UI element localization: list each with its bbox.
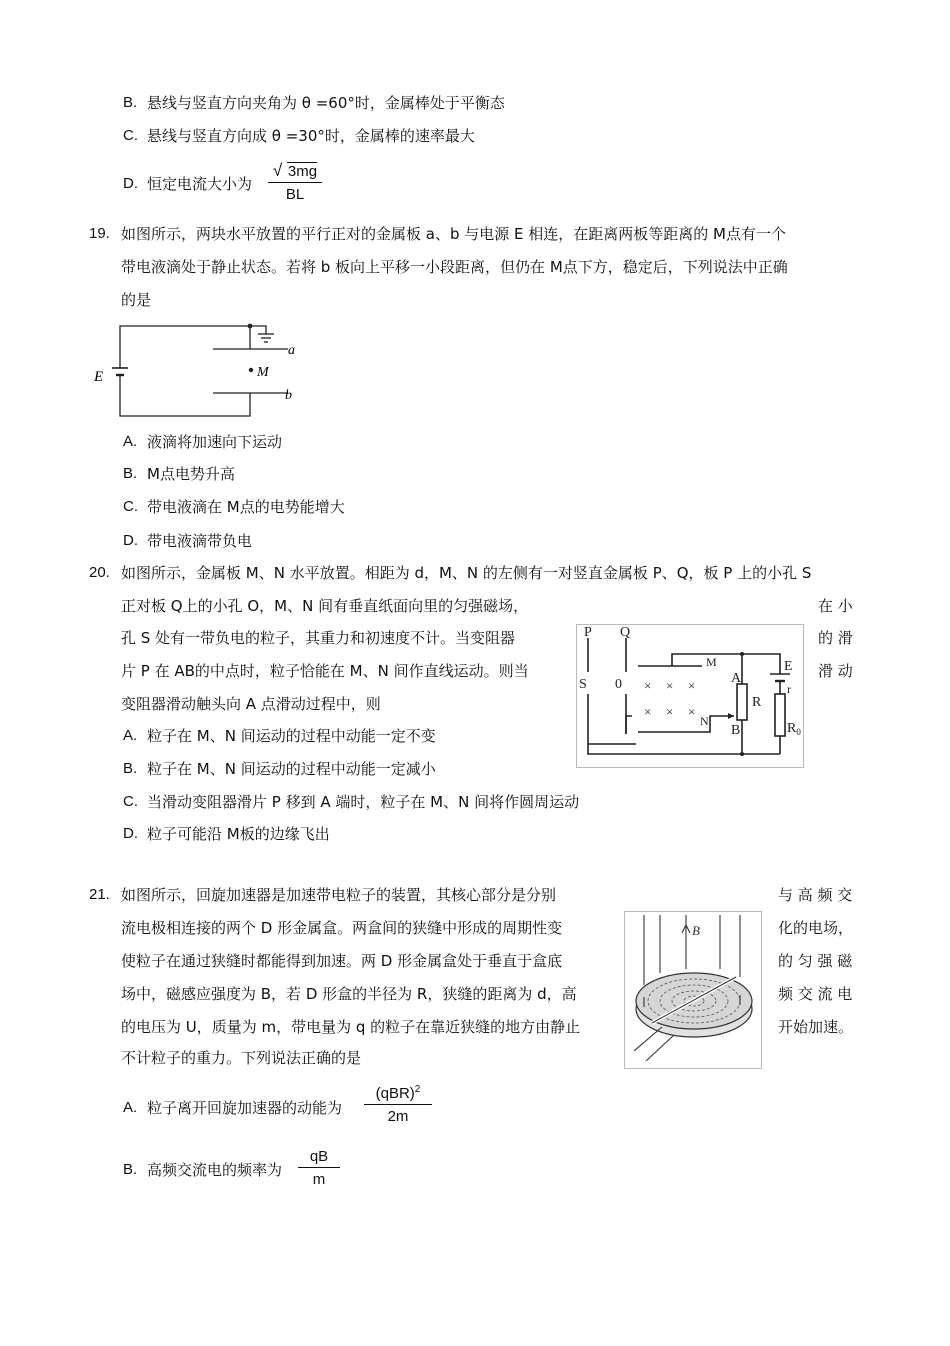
q19-label-e: E (94, 369, 104, 385)
q20-stem-line4: 片 P 在 AB的中点时，粒子恰能在 M、N 间作直线运动。则当 (121, 662, 529, 680)
q21-formula-a-numerator: (qBR) (375, 1085, 415, 1102)
q19-option-b-text: M点电势升高 (147, 465, 235, 483)
q20-label-b: B (731, 723, 741, 738)
q18-formula-numerator: 3mg (287, 163, 318, 180)
q20-label-internal-r: r (787, 682, 791, 696)
q21-option-b-label: B. (123, 1161, 138, 1178)
q18-option-b-label: B. (123, 94, 138, 111)
q20-label-e: E (784, 659, 793, 674)
q21-stem-line3: 使粒子在通过狭缝时都能得到加速。两 D 形金属盒处于垂直于盒底 (121, 952, 563, 970)
q19-option-a-text: 液滴将加速向下运动 (147, 433, 283, 451)
q20-label-r: R (752, 695, 762, 710)
q20-label-r0: $R_0$ (787, 721, 801, 737)
q20-field-cross: × (688, 704, 696, 719)
q20-stem-line3-right: 的 滑 (818, 629, 853, 647)
q21-stem-line1-right: 与 高 频 交 (778, 886, 853, 904)
q20-stem-line5: 变阻器滑动触头向 A 点滑动过程中，则 (121, 695, 381, 713)
q19-label-b: b (285, 388, 292, 403)
q19-option-c-text: 带电液滴在 M点的电势能增大 (147, 498, 345, 516)
q21-stem-line3-right: 的 匀 强 磁 (778, 952, 853, 970)
q21-stem-line2: 流电极相连接的两个 D 形金属盒。两盒间的狭缝中形成的周期性变 (121, 919, 563, 937)
q18-option-d-label: D. (123, 175, 138, 192)
q21-cyclotron-diagram (624, 911, 762, 1069)
q19-option-a-label: A. (123, 433, 138, 450)
q20-option-d-label: D. (123, 825, 138, 842)
q20-field-cross: × (644, 678, 652, 693)
q20-label-m: M (706, 655, 717, 669)
q19-stem-line3: 的是 (121, 291, 152, 309)
q21-number: 21. (89, 886, 110, 903)
q20-number: 20. (89, 564, 110, 581)
q20-field-cross: × (666, 704, 674, 719)
q20-circuit-diagram (576, 624, 804, 768)
q21-formula-b-numerator: qB (298, 1148, 340, 1168)
q20-option-c-text: 当滑动变阻器滑片 P 移到 A 端时，粒子在 M、N 间将作圆周运动 (147, 793, 580, 811)
q19-stem-line2: 带电液滴处于静止状态。若将 b 板向上平移一小段距离，但仍在 M点下方，稳定后，下列说法中正确 (121, 258, 788, 276)
q18-option-d-formula (268, 163, 322, 203)
q20-label-p: P (584, 625, 592, 640)
q20-option-c-label: C. (123, 793, 138, 810)
q20-stem-line2: 正对板 Q上的小孔 O，M、N 间有垂直纸面向里的匀强磁场， (121, 597, 529, 615)
q19-option-d-label: D. (123, 532, 138, 549)
q21-label-b: B (692, 923, 700, 938)
q20-option-a-label: A. (123, 727, 138, 744)
q18-option-c-label: C. (123, 127, 138, 144)
q20-label-n: N (700, 714, 709, 728)
q19-number: 19. (89, 225, 110, 242)
q20-label-s: S (579, 677, 587, 692)
q20-option-b-label: B. (123, 760, 138, 777)
q21-formula-a-denominator: 2m (387, 1108, 409, 1125)
q20-field-cross: × (688, 678, 696, 693)
q20-label-q: Q (620, 625, 631, 640)
q20-field-cross: × (666, 678, 674, 693)
q20-stem-line2-right: 在 小 (818, 597, 853, 615)
q20-option-d-text: 粒子可能沿 M板的边缘飞出 (147, 825, 330, 843)
q21-stem-line4: 场中，磁感应强度为 B，若 D 形盒的半径为 R，狭缝的距离为 d，高 (121, 985, 577, 1003)
q18-option-d-text: 恒定电流大小为 (147, 175, 253, 193)
q21-option-a-text: 粒子离开回旋加速器的动能为 (147, 1099, 343, 1117)
q21-option-b-formula (298, 1148, 340, 1188)
q20-field-cross: × (644, 704, 652, 719)
q20-option-a-text: 粒子在 M、N 间运动的过程中动能一定不变 (147, 727, 436, 745)
q18-formula-denominator: BL (285, 186, 305, 203)
q19-capacitor-diagram (88, 318, 308, 423)
q20-label-a: A (731, 671, 742, 686)
q20-stem-line4-right: 滑 动 (818, 662, 853, 680)
q18-option-b-text: 悬线与竖直方向夹角为 θ =60°时，金属棒处于平衡态 (147, 94, 505, 112)
q19-option-d-text: 带电液滴带负电 (147, 532, 253, 550)
q21-option-b-text: 高频交流电的频率为 (147, 1161, 283, 1179)
q19-label-a: a (288, 343, 295, 358)
q20-stem-line3: 孔 S 处有一带负电的粒子，其重力和初速度不计。当变阻器 (121, 629, 516, 647)
q21-stem-line1: 如图所示，回旋加速器是加速带电粒子的装置，其核心部分是分别 (121, 886, 557, 904)
q21-stem-line2-right: 化的电场， (778, 919, 854, 937)
q21-formula-b-denominator: m (312, 1171, 326, 1188)
q20-option-b-text: 粒子在 M、N 间运动的过程中动能一定减小 (147, 760, 436, 778)
q21-stem-line5-right: 开始加速。 (778, 1018, 854, 1036)
q21-option-a-formula (364, 1084, 432, 1125)
q21-stem-line5: 的电压为 U，质量为 m，带电量为 q 的粒子在靠近狭缝的地方由静止 (121, 1018, 581, 1036)
q21-formula-a-exponent: 2 (414, 1084, 421, 1095)
q20-label-o: 0 (615, 677, 622, 692)
q19-option-b-label: B. (123, 465, 138, 482)
q19-label-m: M (257, 365, 269, 380)
q19-option-c-label: C. (123, 498, 138, 515)
q21-stem-line4-right: 频 交 流 电 (778, 985, 853, 1003)
q19-stem-line1: 如图所示，两块水平放置的平行正对的金属板 a、b 与电源 E 相连，在距离两板等距离的 M点有一个 (121, 225, 786, 243)
q18-option-c-text: 悬线与竖直方向成 θ =30°时，金属棒的速率最大 (147, 127, 475, 145)
q20-stem-line1: 如图所示，金属板 M、N 水平放置。相距为 d，M、N 的左侧有一对竖直金属板 P、Q，板 P 上的小孔 S (121, 564, 812, 582)
q21-option-a-label: A. (123, 1099, 138, 1116)
q21-stem-line6: 不计粒子的重力。下列说法正确的是 (121, 1049, 362, 1067)
